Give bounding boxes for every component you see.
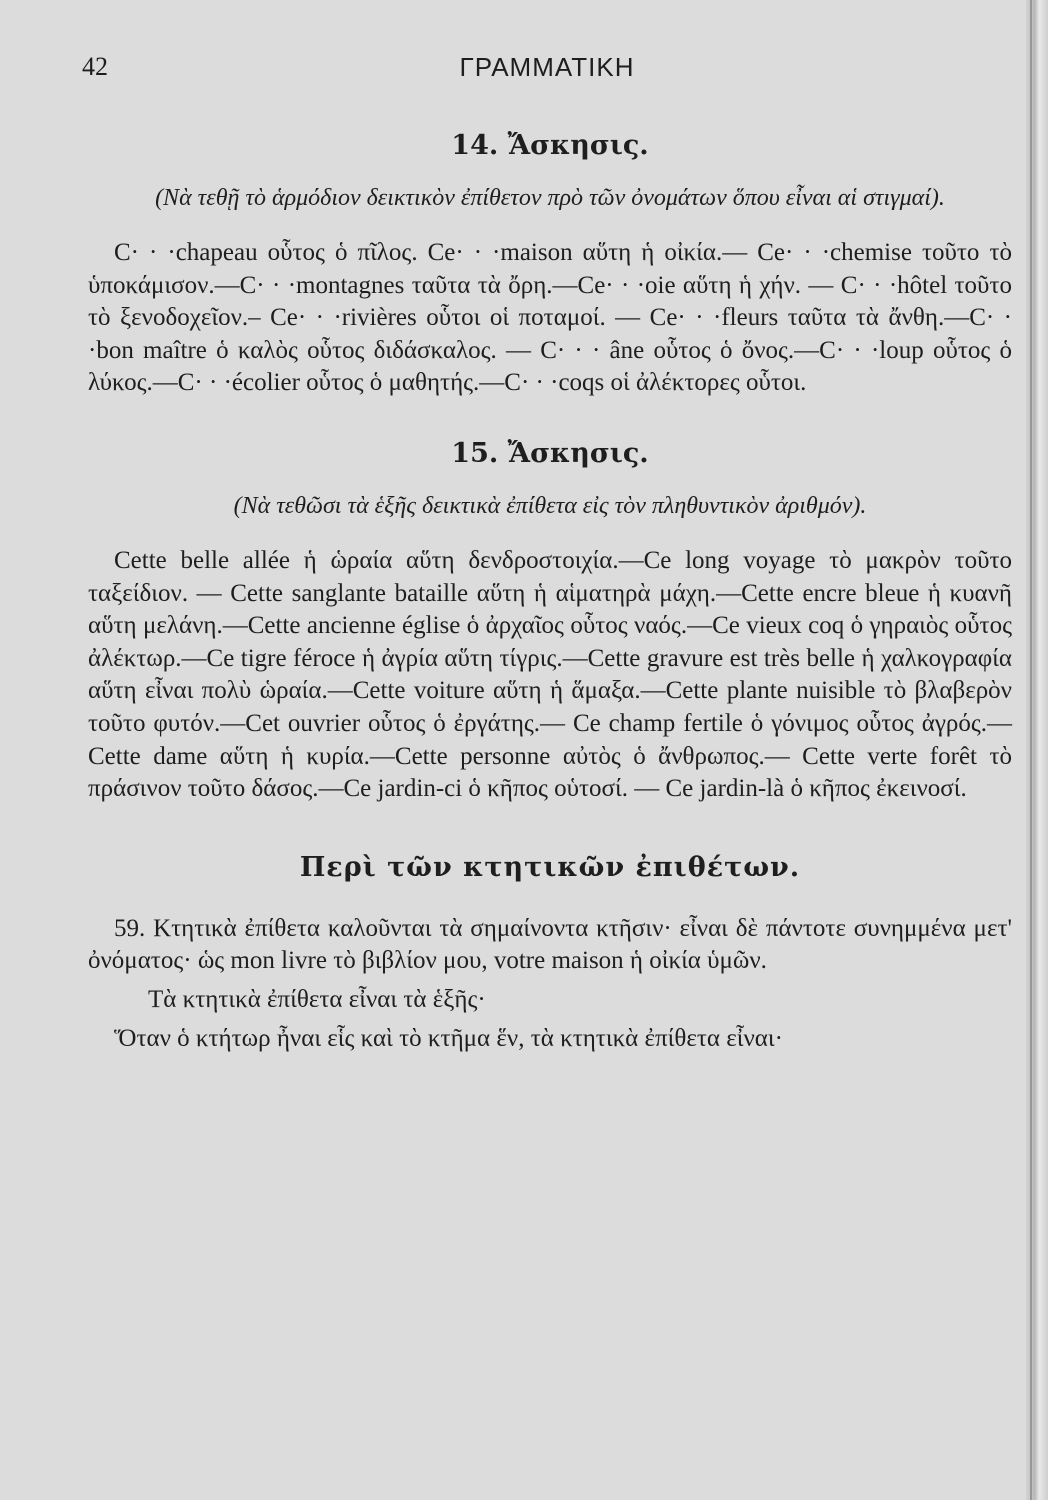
exercise-15-text: Cette belle allée ἡ ὡραία αὕτη δενδροστοιχία.—Ce long voyage τὸ μακρὸν τοῦτο ταξείδιον. — Cette sanglante bataille αὕτη ἡ αἱματηρὰ μάχη.—Cette encre bleue ἡ κυανῆ αὕτη μελάνη.—Cette ancienne église ὁ ἀρχαῖος οὗτος ναός.—Ce vieux coq ὁ γηραιὸς οὗτος ἀλέκτωρ.—Ce tigre féroce ἡ ἀγρία αὕτη τίγρις.—Cette gravure est très belle ἡ χαλκογραφία αὕτη εἶναι πολὺ ὡραία.—Cette voiture αὕτη ἡ ἅμαξα.—Cette plante nuisible τὸ βλαβερὸν τοῦτο φυτόν.—Cet ouvrier οὗτος ὁ ἐργάτης.— Ce champ fertile ὁ γόνιμος οὗτος ἀγρός.—Cette dame αὕτη ἡ κυρία.—Cette personne αὐτὸς ὁ ἄνθρωπος.— Cette verte forêt τὸ πράσινον τοῦτο δάσος.—Ce jardin-ci ὁ κῆπος οὑτοσί. — Ce jardin-là ὁ κῆπος ἐκεινοσί.	[88, 546, 1012, 803]
page-number: 42	[82, 52, 108, 81]
exercise-15	[88, 438, 1012, 806]
section-heading: Περὶ τῶν κτητικῶν ἐπιθέτων.	[299, 851, 801, 883]
exercise-15-instruction: (Νὰ τεθῶσι τὰ ἑξῆς δεικτικὰ ἐπίθετα εἰς τὸν πληθυντικὸν ἀριθμόν).	[233, 492, 867, 519]
running-title: ΓΡΑΜΜΑΤΙΚΗ	[459, 52, 635, 82]
page-header	[82, 52, 1012, 86]
exercise-14	[88, 130, 1012, 400]
exercise-14-instruction: (Νὰ τεθῇ τὸ ἁρμόδιον δεικτικὸν ἐπίθετον πρὸ τῶν ὀνομάτων ὅπου εἶναι αἱ στιγμαί).	[155, 185, 945, 211]
paragraph-59: 59. Κτητικὰ ἐπίθετα καλοῦνται τὰ σημαίνοντα κτῆσιν· εἶναι δὲ πάντοτε συνημμένα μετ' ὀνόματος· ὡς mon livre τὸ βιβλίον μου, votre maison ἡ οἰκία ὑμῶν.	[88, 914, 1012, 975]
page-edge-line	[1030, 0, 1032, 1500]
exercise-14-text: C· · ·chapeau οὗτος ὁ πῖλος. Ce· · ·maison αὕτη ἡ οἰκία.— Ce· · ·chemise τοῦτο τὸ ὑποκάμισον.—C· · ·montagnes ταῦτα τὰ ὄρη.—Ce· · ·oie αὕτη ἡ χήν. — C· · ·hôtel τοῦτο τὸ ξενοδοχεῖον.– Ce· · ·rivières οὗτοι οἱ ποταμοί. — Ce· · ·fleurs ταῦτα τὰ ἄνθη.—C· · ·bon maître ὁ καλὸς οὗτος διδάσκαλος. — C· · · âne οὗτος ὁ ὄνος.—C· · ·loup οὗτος ὁ λύκος.—C· · ·écolier οὗτος ὁ μαθητής.—C· · ·coqs οἱ ἀλέκτορες οὗτοι.	[88, 239, 1012, 397]
paragraph-list-intro: Τὰ κτητικὰ ἐπίθετα εἶναι τὰ ἑξῆς·	[148, 985, 486, 1013]
exercise-15-heading: 15. Ἄσκησις.	[451, 437, 649, 469]
page-content	[88, 130, 1012, 1061]
possessive-adjectives-section	[88, 852, 1012, 1055]
paragraph-single-owner: Ὅταν ὁ κτήτωρ ἦναι εἷς καὶ τὸ κτῆμα ἕν, τὰ κτητικὰ ἐπίθετα εἶναι·	[114, 1024, 783, 1052]
exercise-14-heading: 14. Ἄσκησις.	[451, 130, 649, 161]
